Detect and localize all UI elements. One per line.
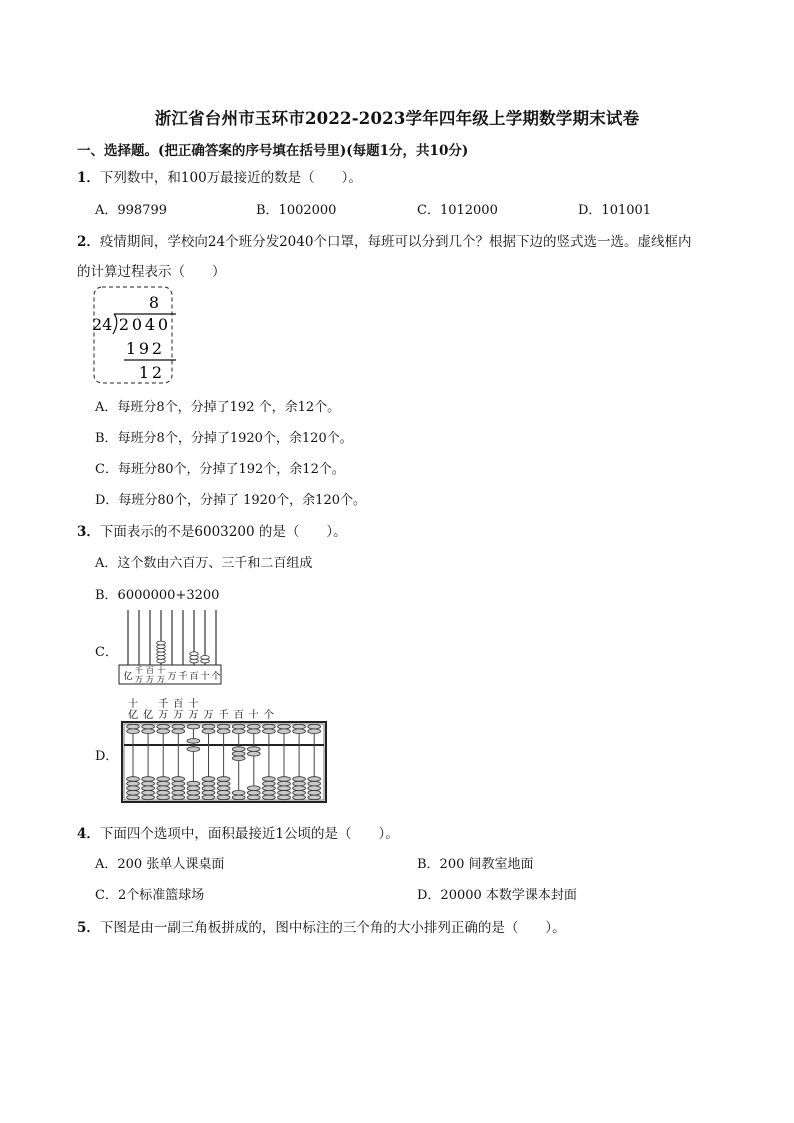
q3-option-d-label[interactable]: D． [95,749,119,764]
abacus-bead [157,781,170,786]
place-label: 百 [173,699,184,710]
dividend-digit: 2 [118,315,130,334]
abacus-bead [202,729,215,734]
abacus-bead [142,786,155,791]
abacus-bead [142,777,155,782]
abacus-bead [172,791,185,796]
q3-option-c-label[interactable]: C． [95,645,118,660]
question-text: 下面四个选项中，面积最接近1公顷的是（ ）。 [99,826,399,842]
abacus-bead [202,795,215,800]
division-bracket [113,314,117,334]
abacus-bead [217,724,230,729]
abacus-bead [187,786,200,791]
place-label: 万 [203,710,214,721]
counting-bead [201,656,210,660]
q4-option-c[interactable]: C．2个标准篮球场 [95,888,205,903]
abacus-bead [278,724,291,729]
abacus-bead [127,777,140,782]
place-label: 十 [200,672,210,682]
abacus-bead [263,729,276,734]
abacus-bead [172,781,185,786]
abacus-bead [187,781,200,786]
abacus-bead [172,786,185,791]
abacus-bead [232,756,245,761]
abacus-bead [232,795,245,800]
abacus-bead [142,795,155,800]
abacus-bead [172,729,185,734]
place-label: 百 [233,710,244,721]
abacus-d [118,694,330,806]
q1-option-b[interactable]: B．1002000 [256,203,337,218]
dividend-digit: 0 [157,315,169,334]
q4-option-b[interactable]: B．200 间教室地面 [417,857,534,872]
place-label: 十 [248,710,259,721]
place-label: 千 [158,699,169,710]
abacus-bead [308,781,321,786]
abacus-bead [293,781,306,786]
abacus-bead [308,777,321,782]
abacus-bead [157,791,170,796]
abacus-bead [217,786,230,791]
abacus-bead [232,724,245,729]
q3-option-b[interactable]: B．6000000+3200 [95,588,220,603]
question-text-line1: 疫情期间，学校向24个班分发2040个口罩，每班可以分到几个？根据下边的竖式选一选。虚线框内 [99,234,692,250]
abacus-bead [127,786,140,791]
abacus-bead [278,781,291,786]
counting-bead [157,641,166,645]
abacus-bead [157,786,170,791]
abacus-bead [142,724,155,729]
q2-option-c[interactable]: C．每班分80个，分掉了192个，余12个。 [95,462,345,477]
question-5 [77,916,566,936]
abacus-bead [247,729,260,734]
abacus-bead [308,786,321,791]
abacus-bead [202,724,215,729]
abacus-bead [308,729,321,734]
abacus-bead [127,795,140,800]
place-label: 万 [173,710,184,721]
abacus-bead [247,724,260,729]
abacus-bead [232,791,245,796]
abacus-bead [127,781,140,786]
question-text: 下面表示的不是6003200 的是（ ）。 [99,524,347,540]
question-number: 4． [77,826,100,842]
q1-option-d[interactable]: D．101001 [578,203,652,218]
abacus-bead [187,724,200,729]
place-label: 千 [218,710,229,721]
abacus-bead [217,791,230,796]
place-label: 亿 [123,672,133,682]
section-heading: 一、选择题。(把正确答案的序号填在括号里)(每题1分，共10分) [77,143,469,159]
q3-option-a[interactable]: A．这个数由六百万、三千和二百组成 [95,556,313,571]
abacus-bead [263,795,276,800]
abacus-bead [293,729,306,734]
q4-option-d[interactable]: D．20000 本数学课本封面 [417,888,577,903]
abacus-bead [127,729,140,734]
abacus-bead [232,751,245,756]
abacus-bead [127,791,140,796]
abacus-bead [247,751,260,756]
abacus-bead [157,724,170,729]
q2-option-b[interactable]: B．每班分8个，分掉了1920个，余120个。 [95,431,353,446]
question-1 [77,166,362,186]
abacus-bead [232,747,245,752]
divisor: 24 [92,315,113,334]
abacus-bead [217,729,230,734]
place-label: 十 [157,666,165,675]
abacus-bead [293,724,306,729]
abacus-bead [202,781,215,786]
dividend-digit: 0 [131,315,143,334]
page-title: 浙江省台州市玉环市2022-2023学年四年级上学期数学期末试卷 [154,109,640,128]
abacus-bead [187,795,200,800]
abacus-bead [157,795,170,800]
place-label: 个 [211,672,221,682]
abacus-place-labels [128,697,274,721]
abacus-bead [293,795,306,800]
abacus-bead [263,791,276,796]
abacus-bead [263,781,276,786]
dividend-digit: 4 [144,315,156,334]
place-label: 十 [188,699,199,710]
abacus-bead [278,729,291,734]
long-division-figure [90,284,190,386]
question-text: 下图是由一副三角板拼成的，图中标注的三个角的大小排列正确的是（ ）。 [99,920,566,936]
question-2-line2: 的计算过程表示（ ） [77,264,226,280]
abacus-bead [247,791,260,796]
place-label: 万 [146,675,154,684]
abacus-bead [278,786,291,791]
question-number: 3． [77,524,100,540]
abacus-bead [263,777,276,782]
abacus-bead [217,795,230,800]
abacus-bead [202,777,215,782]
place-label: 万 [158,710,169,721]
question-2 [77,230,691,250]
abacus-bead [308,724,321,729]
place-label: 百 [189,672,199,682]
place-label: 千 [135,666,143,675]
abacus-bead [142,729,155,734]
place-label: 个 [263,710,274,721]
abacus-bead [293,777,306,782]
place-label: 亿 [143,710,154,721]
question-3 [77,520,347,540]
abacus-bead [278,777,291,782]
place-label: 万 [167,672,177,682]
counting-frame-rods [128,610,216,665]
abacus-bead [202,791,215,796]
q4-option-a[interactable]: A．200 张单人课桌面 [95,857,225,872]
q1-option-a[interactable]: A．998799 [95,203,168,218]
place-label: 百 [146,666,154,675]
q2-option-a[interactable]: A．每班分8个，分掉了192 个，余12个。 [95,400,341,415]
question-number: 5． [77,920,100,936]
place-label: 万 [157,675,165,684]
abacus-bead [247,786,260,791]
counting-bead [190,652,199,656]
counting-frame-c [116,608,226,688]
question-number: 2． [77,234,100,250]
abacus-bead [127,724,140,729]
remainder-digit: 1 [138,363,150,382]
abacus-bead [172,777,185,782]
abacus-bead [217,781,230,786]
q2-option-d[interactable]: D．每班分80个，分掉了 1920个，余120个。 [95,493,366,508]
abacus-rods [127,724,321,800]
place-label: 万 [135,675,143,684]
place-label: 亿 [128,710,138,721]
abacus-bead [308,791,321,796]
abacus-bead [293,791,306,796]
quotient: 8 [148,293,160,312]
remainder-digit: 2 [151,363,163,382]
abacus-bead [278,791,291,796]
abacus-bead [142,791,155,796]
abacus-bead [232,729,245,734]
abacus-bead [217,777,230,782]
product-digit: 1 [125,339,137,358]
abacus-bead [278,795,291,800]
question-4 [77,822,399,842]
abacus-bead [142,781,155,786]
abacus-bead [157,729,170,734]
abacus-bead [308,795,321,800]
abacus-bead [172,724,185,729]
place-label: 万 [188,710,199,721]
abacus-bead [263,724,276,729]
abacus-bead [157,777,170,782]
abacus-bead [187,739,200,744]
product-digit: 2 [151,339,163,358]
q1-option-c[interactable]: C．1012000 [417,203,498,218]
abacus-bead [187,747,200,752]
abacus-bead [202,786,215,791]
question-text: 下列数中，和100万最接近的数是（ ）。 [99,170,362,186]
abacus-bead [187,791,200,796]
place-label: 千 [178,672,188,682]
abacus-bead [247,747,260,752]
abacus-bead [172,795,185,800]
product-digit: 9 [138,339,150,358]
abacus-bead [263,786,276,791]
abacus-bead [293,786,306,791]
question-number: 1． [77,170,100,186]
place-label: 十 [128,699,138,710]
abacus-bead [247,795,260,800]
